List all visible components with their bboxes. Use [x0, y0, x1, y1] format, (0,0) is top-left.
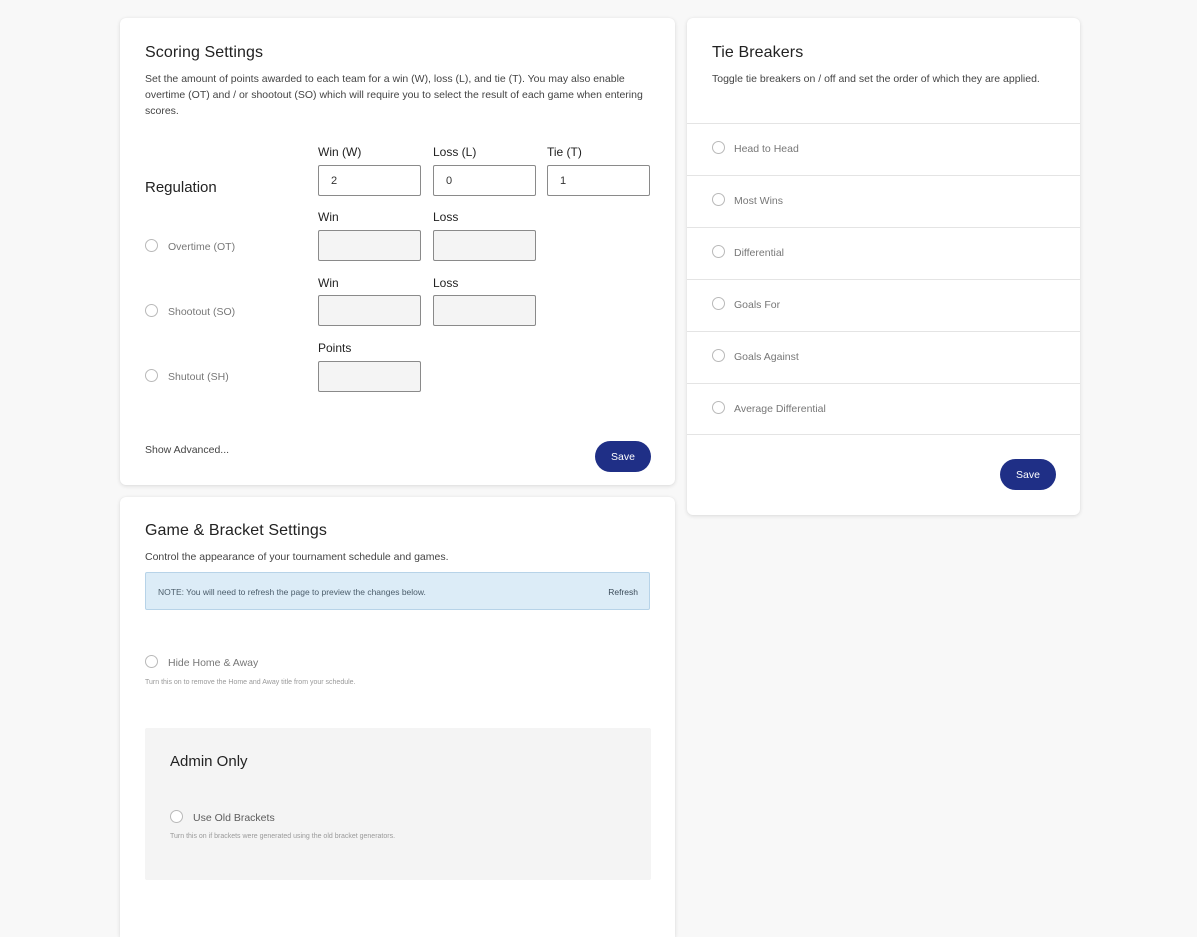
regulation-tie-input[interactable]: [547, 165, 650, 196]
shootout-toggle[interactable]: [145, 304, 158, 317]
regulation-loss-label: Loss (L): [433, 145, 477, 159]
tie-breaker-label: Goals For: [734, 299, 781, 311]
hide-home-away-label: Hide Home & Away: [168, 657, 259, 669]
use-old-brackets-hint: Turn this on if brackets were generated using the old bracket generators.: [170, 833, 396, 840]
game-bracket-settings-card: [120, 497, 675, 937]
regulation-tie-label: Tie (T): [547, 145, 582, 159]
overtime-loss-input[interactable]: [433, 230, 536, 261]
tie-breaker-toggle[interactable]: [712, 245, 725, 258]
tie-breakers-description: Toggle tie breakers on / off and set the order of which they are applied.: [712, 73, 1040, 85]
shootout-loss-input[interactable]: [433, 295, 536, 326]
admin-only-title: Admin Only: [170, 753, 248, 770]
tie-breaker-label: Differential: [734, 247, 784, 259]
shootout-loss-label: Loss: [433, 276, 459, 290]
refresh-link[interactable]: Refresh: [608, 587, 638, 597]
refresh-note-text: NOTE: You will need to refresh the page to preview the changes below.: [158, 587, 426, 597]
tie-breaker-toggle[interactable]: [712, 349, 725, 362]
tie-breaker-toggle[interactable]: [712, 141, 725, 154]
tie-breaker-label: Average Differential: [734, 403, 826, 415]
hide-home-away-hint: Turn this on to remove the Home and Away title from your schedule.: [145, 679, 356, 686]
game-bracket-description: Control the appearance of your tournament schedule and games.: [145, 551, 449, 563]
regulation-win-input[interactable]: [318, 165, 421, 196]
shootout-win-input[interactable]: [318, 295, 421, 326]
shutout-points-label: Points: [318, 341, 352, 355]
tie-breakers-save-button[interactable]: Save: [1000, 459, 1056, 490]
tie-breaker-row[interactable]: [687, 227, 1080, 278]
scoring-settings-title: Scoring Settings: [145, 44, 264, 61]
use-old-brackets-label: Use Old Brackets: [193, 812, 275, 824]
scoring-settings-card: [120, 18, 675, 485]
scoring-save-button[interactable]: Save: [595, 441, 651, 472]
game-bracket-title: Game & Bracket Settings: [145, 522, 327, 539]
tie-breaker-row[interactable]: [687, 123, 1080, 174]
hide-home-away-toggle[interactable]: [145, 655, 158, 668]
use-old-brackets-toggle[interactable]: [170, 810, 183, 823]
tie-breaker-label: Head to Head: [734, 143, 799, 155]
tie-breaker-row[interactable]: [687, 175, 1080, 226]
overtime-toggle[interactable]: [145, 239, 158, 252]
shutout-points-input[interactable]: [318, 361, 421, 392]
tie-breaker-row[interactable]: [687, 331, 1080, 382]
shootout-win-label: Win: [318, 276, 339, 290]
tie-breaker-toggle[interactable]: [712, 297, 725, 310]
tie-breakers-title: Tie Breakers: [712, 44, 804, 61]
tie-breaker-toggle[interactable]: [712, 193, 725, 206]
regulation-loss-input[interactable]: [433, 165, 536, 196]
scoring-settings-description: Set the amount of points awarded to each team for a win (W), loss (L), and tie (T). You may also enable overtime (OT) and / or shootout (SO) which will require you to select the result of each game when entering scores.: [145, 73, 643, 117]
tie-breakers-card: [687, 18, 1080, 515]
show-advanced-link[interactable]: Show Advanced...: [145, 444, 230, 456]
refresh-note: [145, 572, 650, 610]
shutout-toggle[interactable]: [145, 369, 158, 382]
tie-breaker-label: Goals Against: [734, 351, 799, 363]
tie-breaker-label: Most Wins: [734, 195, 784, 207]
shootout-label: Shootout (SO): [168, 306, 236, 318]
overtime-label: Overtime (OT): [168, 241, 236, 253]
overtime-loss-label: Loss: [433, 210, 459, 224]
regulation-heading: Regulation: [145, 179, 217, 196]
tie-breaker-row[interactable]: [687, 383, 1080, 435]
shutout-label: Shutout (SH): [168, 371, 229, 383]
tie-breaker-row[interactable]: [687, 279, 1080, 330]
overtime-win-input[interactable]: [318, 230, 421, 261]
overtime-win-label: Win: [318, 210, 339, 224]
tie-breaker-toggle[interactable]: [712, 401, 725, 414]
admin-only-section: [145, 728, 651, 880]
regulation-win-label: Win (W): [318, 145, 362, 159]
